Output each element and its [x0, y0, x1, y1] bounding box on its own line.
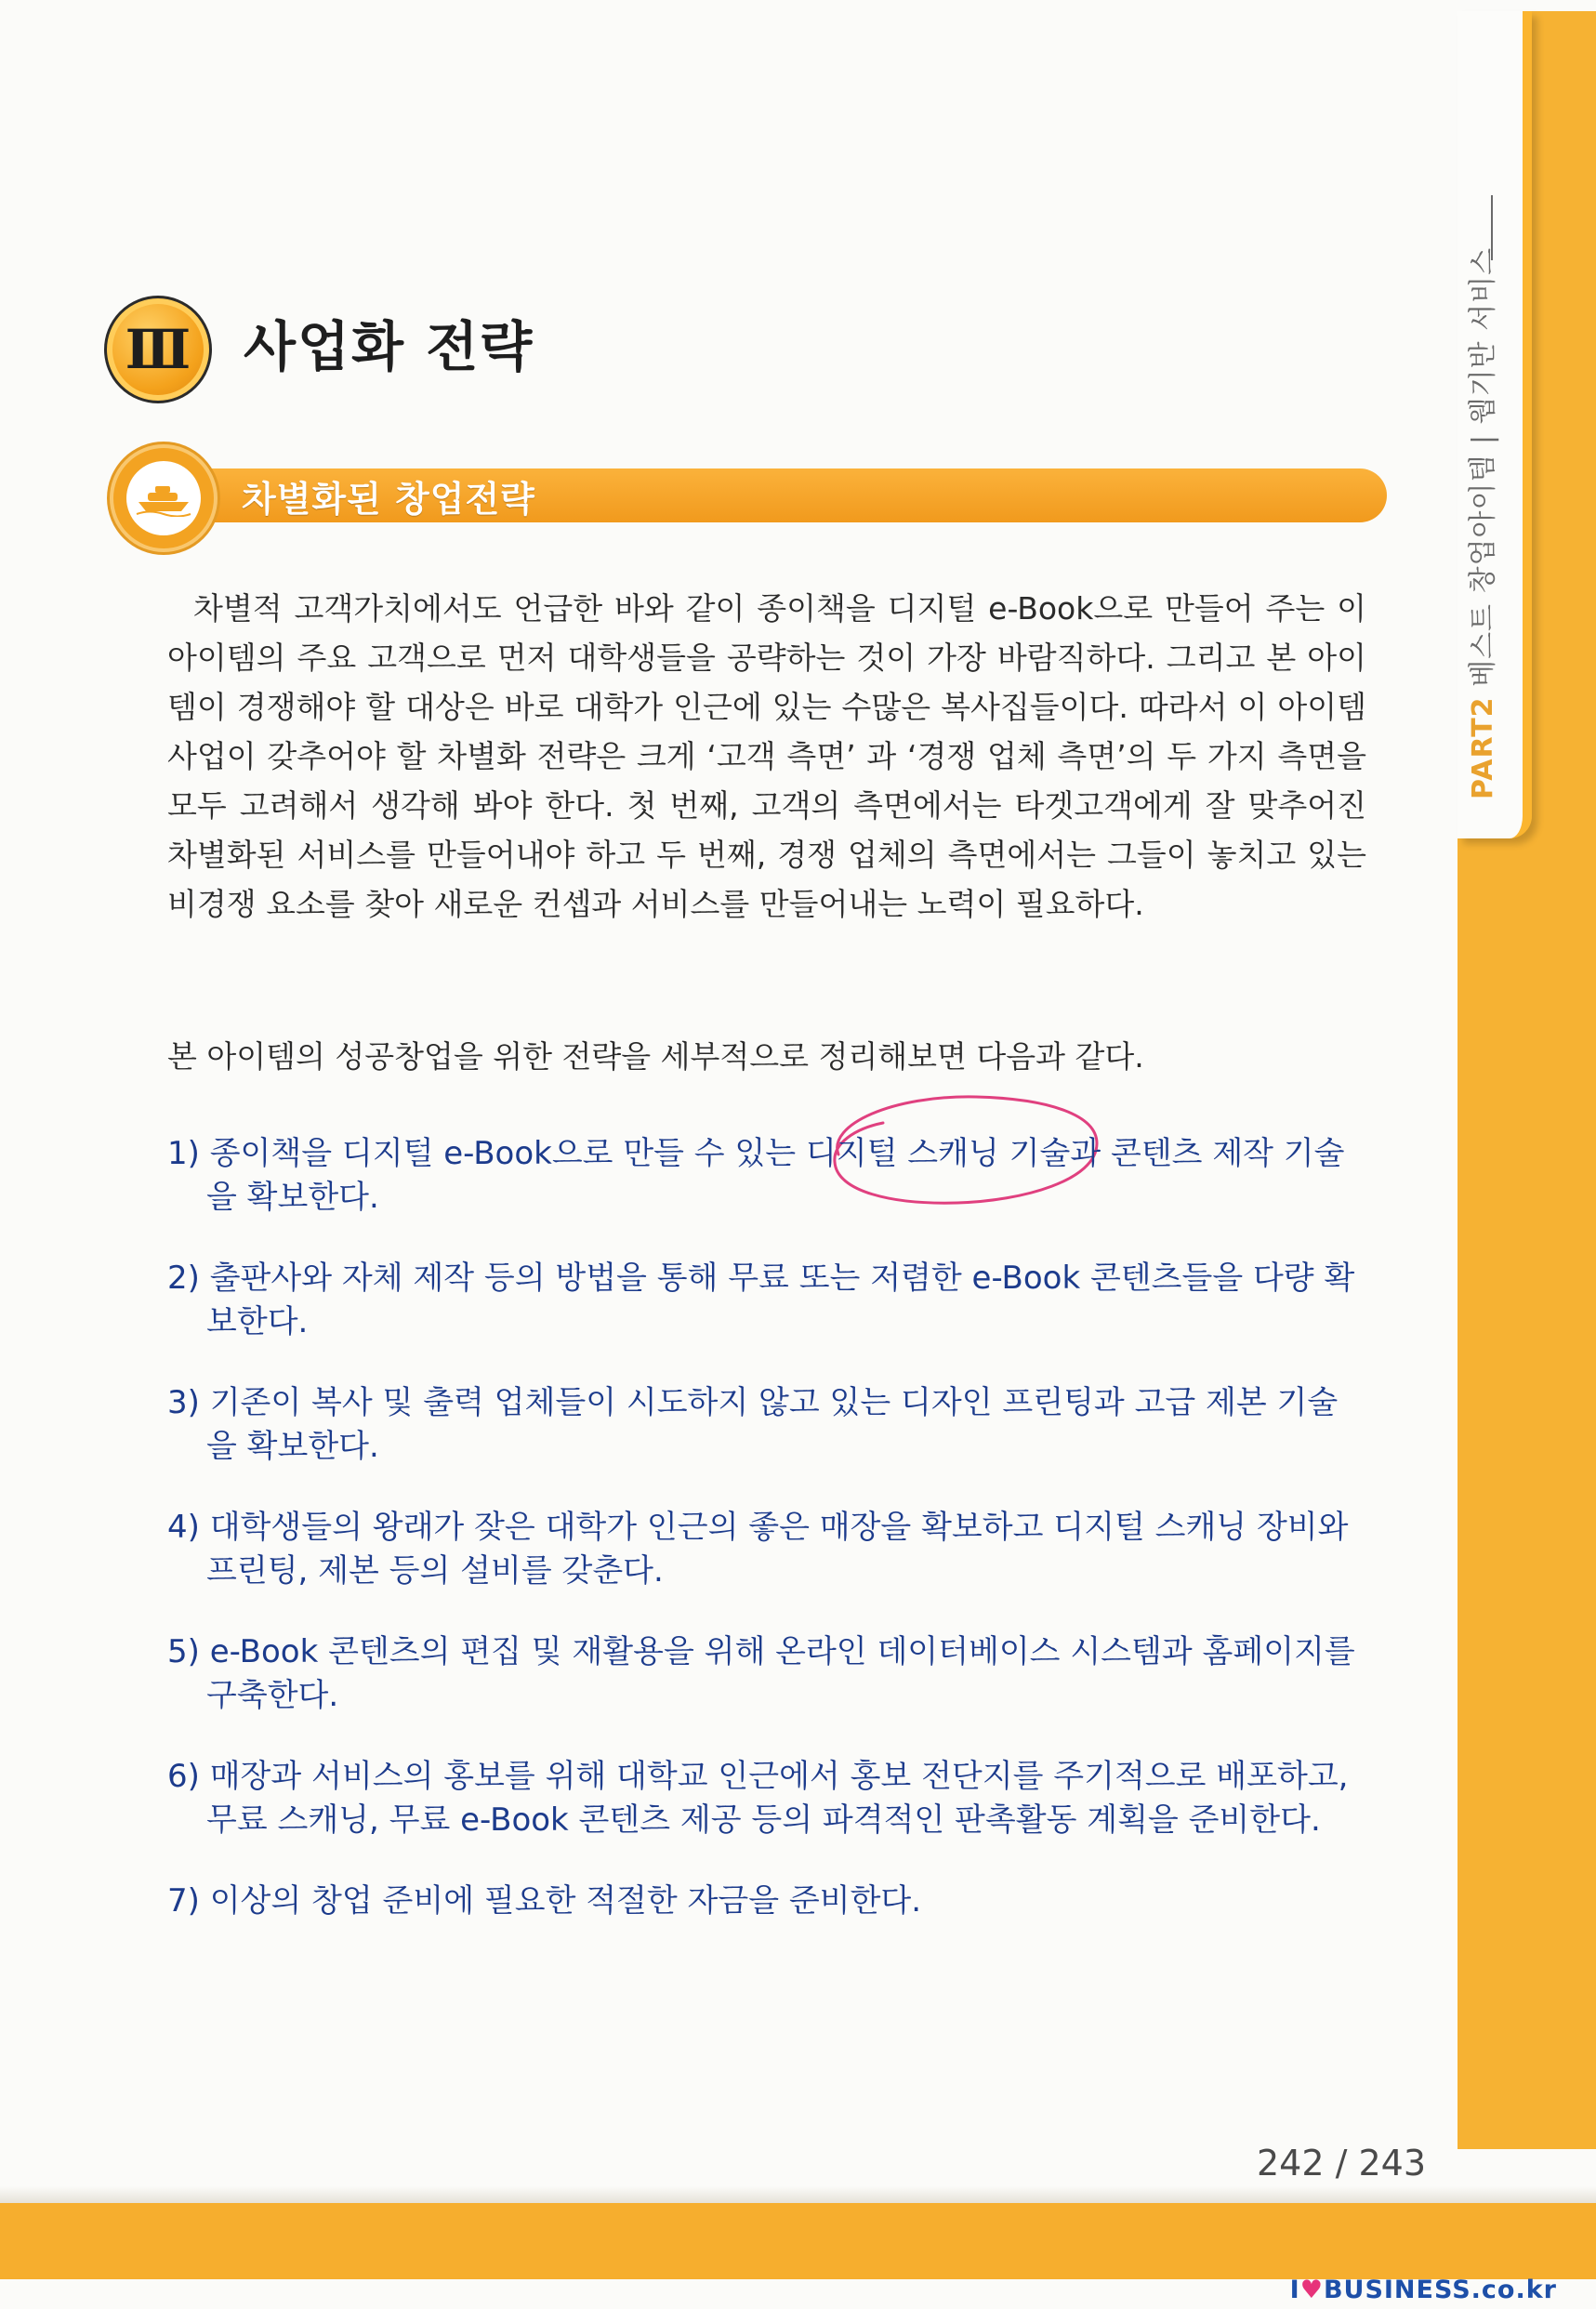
section-number: Ⅲ — [125, 318, 191, 381]
subsection-badge — [110, 444, 218, 552]
section-title: 사업화 전략 — [244, 315, 534, 378]
strategy-list — [167, 1132, 1366, 1960]
list-item: 1) 종이책을 디지털 e-Book으로 만들 수 있는 디지털 스캐닝 기술과 콘텐츠 제작 기술을 확보한다. — [167, 1135, 1345, 1216]
list-item: 6) 매장과 서비스의 홍보를 위해 대학교 인근에서 홍보 전단지를 주기적으로 배포하고, 무료 스캐닝, 무료 e-Book 콘텐츠 제공 등의 파격적인 판촉활동 계획을 준비한다. — [167, 1758, 1349, 1839]
strategy-intro: 본 아이템의 성공창업을 위한 전략을 세부적으로 정리해보면 다음과 같다. — [167, 1038, 1144, 1075]
footer-bar — [0, 2203, 1596, 2279]
side-tab-label: 베스트 창업아이템 | 웹기반 서비스 — [1467, 246, 1499, 687]
side-tab-part: PART2 — [1467, 696, 1499, 799]
section-number-badge — [104, 296, 212, 403]
list-item: 5) e-Book 콘텐츠의 편집 및 재활용을 위해 온라인 데이터베이스 시스템과 홈페이지를 구축한다. — [167, 1633, 1355, 1714]
list-item: 4) 대학생들의 왕래가 잦은 대학가 인근의 좋은 매장을 확보하고 디지털 스캐닝 장비와 프린팅, 제본 등의 설비를 갖춘다. — [167, 1509, 1349, 1590]
list-item: 2) 출판사와 자체 제작 등의 방법을 통해 무료 또는 저렴한 e-Book 콘텐츠들을 다량 확보한다. — [167, 1260, 1355, 1340]
subsection-title: 차별화된 창업전략 — [242, 479, 535, 520]
brand-name: BUSINESS.co.kr — [1323, 2276, 1557, 2304]
list-item: 3) 기존이 복사 및 출력 업체들이 시도하지 않고 있는 디자인 프린팅과 고급 제본 기술을 확보한다. — [167, 1384, 1339, 1465]
brand-logo — [1290, 2276, 1557, 2304]
body-paragraph: 차별적 고객가치에서도 언급한 바와 같이 종이책을 디지털 e-Book으로 만들어 주는 이 아이템의 주요 고객으로 먼저 대학생들을 공략하는 것이 가장 바람직하다. 그리고 본 아이템이 경쟁해야 할 대상은 바로 대학가 인근에 있는 수많은 복사집들이다. 따라서 이 아이템 사업이 갖추어야 할 차별화 전략은 크게 ‘고객 측면’ 과 ‘경쟁 업체 측면’의 두 가지 측면을 모두 고려해서 생각해 봐야 한다. 첫 번째, 고객의 측면에서는 타겟고객에게 잘 맞추어진 차별화된 서비스를 만들어내야 하고 두 번째, 경쟁 업체의 측면에서는 그들이 놓치고 있는 비경쟁 요소를 찾아 새로운 컨셉과 서비스를 만들어내는 노력이 필요하다. — [167, 590, 1366, 922]
brand-prefix: I — [1289, 2276, 1300, 2304]
heart-icon: ♥ — [1299, 2276, 1324, 2304]
side-tab-title — [1459, 247, 1500, 799]
list-item: 7) 이상의 창업 준비에 필요한 적절한 자금을 준비한다. — [167, 1882, 922, 1920]
footer-shade — [0, 2186, 1596, 2203]
ship-icon — [126, 461, 201, 535]
page-number: 242 / 243 — [1257, 2143, 1427, 2184]
